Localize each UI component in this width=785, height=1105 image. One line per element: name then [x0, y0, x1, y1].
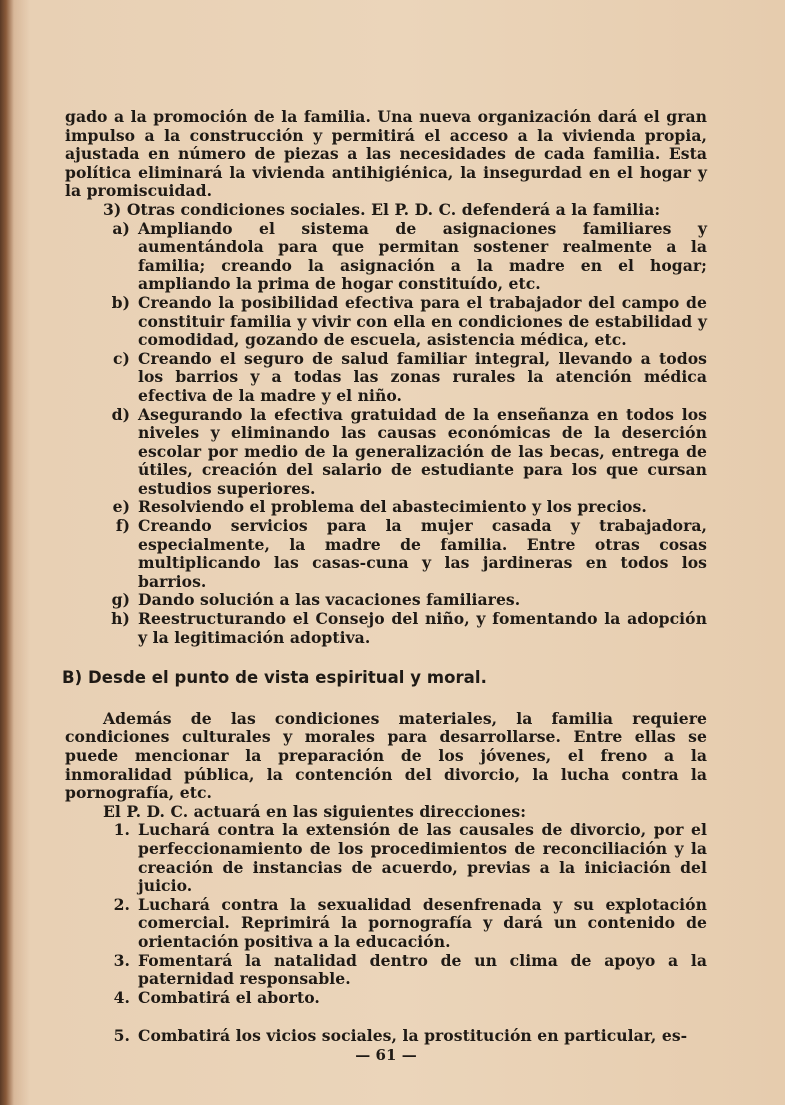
list-item: [65, 517, 707, 591]
list-text: Ampliando el sistema de asignaciones familiares y aumentándola para que permitan sostener realmente a la familia; creando la asignación a la madre en el hogar; ampliando la prima de hogar constituído, etc.: [138, 218, 707, 294]
list-item: [65, 498, 707, 517]
list-label: g): [111, 590, 130, 610]
numbered-item: [65, 821, 707, 895]
list-text: Creando el seguro de salud familiar integral, llevando a todos los barrios y a todas las zonas rurales la atención médica efectiva de la madre y el niño.: [138, 348, 707, 405]
item-text: Combatirá los vicios sociales, la prostitución en particular, es-: [138, 1026, 688, 1046]
list-item: [65, 350, 707, 406]
page-number: — 61 —: [355, 1045, 417, 1064]
item-number: 2.: [113, 894, 130, 914]
section-3-heading: 3) Otras condiciones sociales. El P. D. C. defenderá a la familia:: [103, 199, 661, 219]
section-b-lead: El P. D. C. actuará en las siguientes direcciones:: [103, 801, 527, 821]
list-text: Reestructurando el Consejo del niño, y fomentando la adopción y la legitimación adoptiva.: [138, 609, 707, 647]
list-item: [65, 610, 707, 647]
list-label: f): [115, 516, 130, 536]
list-label: d): [111, 404, 130, 424]
item-number: 1.: [113, 820, 130, 840]
list-label: a): [112, 218, 130, 238]
list-text: Resolviendo el problema del abastecimiento y los precios.: [138, 497, 647, 517]
list-label: b): [111, 292, 130, 312]
item-number: 5.: [113, 1026, 130, 1046]
numbered-item: [65, 989, 707, 1008]
section-b-paragraph: Además de las condiciones materiales, la familia requiere condiciones culturales y morales para desarrollarse. Entre ellas se puede mencionar la preparación de los jóvenes, el freno a la inmoralidad pública, la contención del divorcio, la lucha contra la pornografía, etc.: [65, 708, 707, 803]
item-text: Fomentará la natalidad dentro de un clima de apoyo a la paternidad responsable.: [138, 950, 707, 989]
item-number: 4.: [113, 987, 130, 1007]
opening-paragraph: gado a la promoción de la familia. Una nueva organización dará el gran impulso a la construcción y permitirá el acceso a la vivienda propia, ajustada en número de piezas a las necesidades de cada familia. Esta política eliminará la vivienda antihigiénica, la insegurdad en el hogar y la promiscuidad.: [65, 107, 707, 201]
item-text: Luchará contra la extensión de las causales de divorcio, por el perfeccionamiento de los procedimientos de reconciliación y la creación de instancias de acuerdo, previas a la iniciación del juicio.: [138, 820, 707, 896]
section-b-heading: B) Desde el punto de vista espiritual y moral.: [62, 668, 487, 688]
list-text: Creando servicios para la mujer casada y trabajadora, especialmente, la madre de familia. Entre otras cosas multiplicando las casas-cuna y las jardineras en todos los barrios.: [138, 516, 707, 591]
list-item: [65, 220, 707, 294]
numbered-item: [65, 952, 707, 989]
list-label: c): [113, 348, 130, 368]
item-text: Combatirá el aborto.: [138, 987, 320, 1007]
list-text: Creando la posibilidad efectiva para el trabajador del campo de constituir familia y vivir con ella en condiciones de estabilidad y comodidad, gozando de escuela, asistencia médica, etc.: [138, 292, 707, 350]
numbered-item: [65, 1027, 707, 1046]
item-number: 3.: [113, 950, 130, 970]
list-text: Dando solución a las vacaciones familiares.: [138, 590, 521, 610]
list-item: [65, 591, 707, 610]
list-label: e): [112, 497, 130, 517]
numbered-item: [65, 896, 707, 952]
list-text: Asegurando la efectiva gratuidad de la enseñanza en todos los niveles y eliminando las causas económicas de la deserción escolar por medio de la generalización de las becas, entrega de útiles, creación del salario de estudiante para los que cursan estudios superiores.: [138, 404, 707, 498]
list-item: [65, 406, 707, 499]
page-content: [62, 107, 707, 1065]
list-item: [65, 294, 707, 350]
item-text: Luchará contra la sexualidad desenfrenada y su explotación comercial. Reprimirá la pornografía y dará un contenido de orientación positiva a la educación.: [138, 894, 707, 951]
list-label: h): [111, 609, 130, 629]
